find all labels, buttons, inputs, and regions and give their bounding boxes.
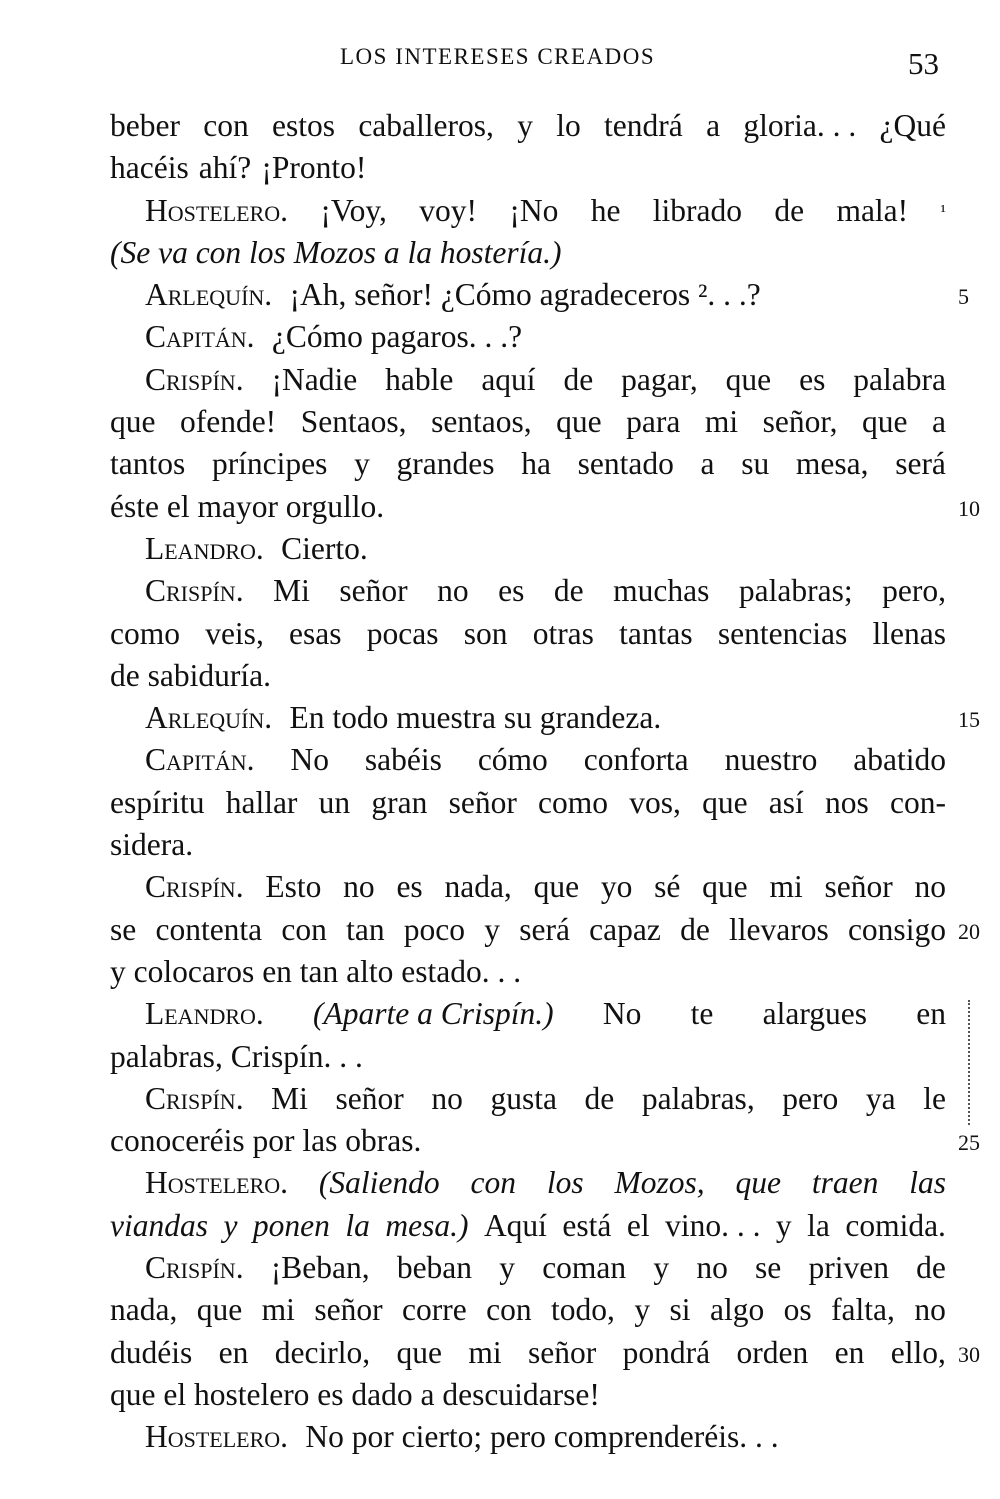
text-line <box>110 655 946 697</box>
word: ha <box>521 446 551 482</box>
word: ponen <box>252 1207 330 1243</box>
word: priven <box>808 1250 889 1286</box>
line-number: 30 <box>958 1341 980 1367</box>
word: ¡Ah, señor! ¿Cómo agradeceros ². . .? <box>289 277 761 313</box>
word: nos <box>825 784 869 820</box>
text-line <box>110 443 946 485</box>
word: mesa, <box>795 446 869 482</box>
word: pero <box>782 1080 839 1116</box>
text-line <box>110 232 946 274</box>
word: ahí? <box>198 150 252 186</box>
word: las <box>909 1165 946 1201</box>
word: os <box>783 1292 812 1328</box>
text-line <box>110 528 946 570</box>
word: te <box>690 996 714 1032</box>
word: ¡No <box>509 192 559 228</box>
text-line <box>110 401 946 443</box>
word: a <box>706 108 721 143</box>
text-line <box>110 1036 946 1078</box>
speaker-name: Leandro. <box>145 530 264 566</box>
running-title: LOS INTERESES CREADOS <box>340 44 656 69</box>
word: en <box>916 996 946 1032</box>
word: llevaros <box>729 911 829 947</box>
word: nada, <box>110 1292 178 1328</box>
word: el <box>626 1207 650 1243</box>
word: hable <box>385 361 454 397</box>
word: será <box>519 911 570 947</box>
word: gran <box>371 784 428 820</box>
word: que <box>861 404 908 440</box>
word: será <box>895 446 946 482</box>
speaker-name: Leandro. <box>145 996 264 1032</box>
text-line <box>110 951 946 993</box>
word: pondrá <box>622 1334 711 1370</box>
word: en <box>218 1334 249 1370</box>
line-number: 25 <box>958 1130 980 1156</box>
word: es <box>498 573 525 609</box>
text-line <box>110 1120 946 1162</box>
word: grandes <box>396 446 495 482</box>
word: que <box>702 869 748 905</box>
word: de <box>916 1250 946 1286</box>
word: y <box>354 446 370 482</box>
speaker-name: Arlequín. <box>145 700 273 736</box>
word: capaz <box>589 911 661 947</box>
word: ya <box>865 1080 896 1116</box>
text-line <box>110 697 946 739</box>
word: le <box>923 1080 946 1116</box>
word: como <box>538 784 609 820</box>
word: y <box>775 1207 792 1243</box>
speaker-name: Capitán. <box>145 742 255 778</box>
text-line <box>110 1374 946 1416</box>
word: de <box>563 361 594 397</box>
word: comida. <box>845 1207 946 1243</box>
word: sé <box>654 869 681 905</box>
word: son <box>463 615 508 651</box>
word: ¡Nadie <box>271 361 358 397</box>
word: contenta <box>155 911 263 947</box>
text-line <box>110 147 946 189</box>
word: de <box>584 1080 615 1116</box>
word: de <box>680 911 710 947</box>
speaker-name: Crispín. <box>145 1250 244 1286</box>
word: con- <box>890 784 946 820</box>
text-line <box>110 739 946 781</box>
text-line <box>110 1205 946 1247</box>
word: decirlo, <box>274 1334 371 1370</box>
word: no <box>437 573 469 609</box>
word: vino. . . <box>665 1207 761 1243</box>
word: se <box>110 911 137 947</box>
word: con <box>203 108 249 143</box>
word: ¡Voy, <box>320 192 387 228</box>
word: esas <box>289 615 342 651</box>
text-line <box>110 1247 946 1289</box>
word: que <box>396 1334 442 1370</box>
text-line <box>110 1162 946 1204</box>
word: que el hostelero es dado a descuidarse! <box>110 1376 600 1412</box>
word: es <box>396 869 423 905</box>
word: beber <box>110 108 180 143</box>
word: sidera. <box>110 827 194 863</box>
text-line <box>110 909 946 951</box>
word: a <box>931 404 946 440</box>
word: orden <box>736 1334 809 1370</box>
word: conforta <box>583 742 689 778</box>
word: no <box>343 869 375 905</box>
line-number: 20 <box>958 918 980 944</box>
word: para <box>626 404 681 440</box>
word: falta, <box>831 1292 895 1328</box>
word: tendrá <box>604 108 683 143</box>
word: no <box>914 869 946 905</box>
word: de <box>774 192 805 228</box>
word: que <box>735 1165 781 1201</box>
word: los <box>546 1165 584 1201</box>
word: que <box>533 869 580 905</box>
word: (Se va con los Mozos a la hostería.) <box>110 234 562 270</box>
word: lo <box>556 108 581 143</box>
word: si <box>669 1292 691 1328</box>
word: Aquí <box>483 1207 547 1243</box>
word: pero, <box>882 573 946 609</box>
word: viandas <box>110 1207 208 1243</box>
speaker-name: Crispín. <box>145 1080 244 1116</box>
word: Mozos, <box>614 1165 705 1201</box>
word: que <box>702 784 748 820</box>
word: estos <box>272 108 336 143</box>
word: No <box>602 996 642 1032</box>
word: (Saliendo <box>318 1165 440 1201</box>
word: tan <box>346 911 385 947</box>
word: la <box>345 1207 370 1243</box>
word: sentencias <box>717 615 848 651</box>
word: es <box>799 361 826 397</box>
word: y <box>517 108 533 143</box>
text-line <box>110 1416 946 1458</box>
word: señor <box>335 1080 404 1116</box>
word: consigo <box>847 911 946 947</box>
word: así <box>768 784 804 820</box>
text-line <box>110 1289 946 1331</box>
word: palabras, <box>641 1080 755 1116</box>
word: mi <box>704 404 739 440</box>
word: No por cierto; pero comprenderéis. . . <box>305 1419 779 1455</box>
word: No <box>290 742 329 778</box>
word: vos, <box>629 784 681 820</box>
word: a <box>700 446 715 482</box>
word: sentaos, <box>431 404 532 440</box>
text-line <box>110 824 946 866</box>
word: nuestro <box>724 742 818 778</box>
word: yo <box>600 869 633 905</box>
text-line <box>110 316 946 358</box>
word: y <box>634 1292 651 1328</box>
word: y <box>653 1250 670 1286</box>
text-line <box>110 1078 946 1120</box>
word: sabéis <box>364 742 442 778</box>
word: palabra <box>853 361 946 397</box>
word: voy! <box>419 192 478 228</box>
word: he <box>590 192 621 228</box>
word: abatido <box>853 742 946 778</box>
word: no <box>914 1292 946 1328</box>
text-line <box>110 570 946 612</box>
speaker-name: Crispín. <box>145 869 244 905</box>
word: ofende! <box>179 404 277 440</box>
word: ¡Beban, <box>270 1250 370 1286</box>
word: mi <box>769 869 803 905</box>
word: ello, <box>890 1334 946 1370</box>
word: Cierto. <box>281 530 368 566</box>
speaker-name: Arlequín. <box>145 277 273 313</box>
text-line <box>110 486 946 528</box>
word: pagar, <box>621 361 698 397</box>
word: muchas <box>613 573 710 609</box>
text-line <box>110 993 946 1035</box>
word: de <box>553 573 584 609</box>
word: cómo <box>477 742 548 778</box>
word: y <box>499 1250 515 1286</box>
word: espíritu <box>110 784 205 820</box>
word: coman <box>542 1250 627 1286</box>
word: dudéis <box>110 1334 193 1370</box>
word: conoceréis por las obras. <box>110 1123 422 1159</box>
word: señor <box>339 573 408 609</box>
word: En todo muestra su grandeza. <box>289 700 662 736</box>
word: como <box>110 615 180 651</box>
word: nada, <box>444 869 512 905</box>
word: ¹ <box>940 200 946 221</box>
word: no <box>696 1250 728 1286</box>
word: librado <box>652 192 743 228</box>
margin-mark <box>968 1000 971 1125</box>
word: que <box>196 1292 243 1328</box>
word: en <box>834 1334 865 1370</box>
word: traen <box>811 1165 879 1201</box>
word: mala! <box>836 192 909 228</box>
word: con <box>486 1292 532 1328</box>
line-number: 5 <box>958 284 969 310</box>
word: poco <box>403 911 466 947</box>
word: príncipes <box>211 446 328 482</box>
speaker-name: Capitán. <box>145 319 255 355</box>
text-line <box>110 866 946 908</box>
word: un <box>318 784 351 820</box>
word: señor <box>824 869 893 905</box>
word: con <box>470 1165 516 1201</box>
word: mi <box>468 1334 502 1370</box>
speaker-name: Crispín. <box>145 573 244 609</box>
word: no <box>431 1080 463 1116</box>
line-number: 10 <box>958 495 980 521</box>
word: sentado <box>577 446 674 482</box>
word: con <box>281 911 327 947</box>
word: mi <box>261 1292 295 1328</box>
word: señor, <box>762 404 838 440</box>
word: gusta <box>490 1080 557 1116</box>
word: alargues <box>762 996 868 1032</box>
word: Mi <box>271 1080 308 1116</box>
word: que <box>556 404 602 440</box>
word: ¿Cómo pagaros. . .? <box>271 319 523 355</box>
word: corre <box>402 1292 467 1328</box>
word: la <box>807 1207 830 1243</box>
word: caballeros, <box>358 108 494 143</box>
word: algo <box>709 1292 765 1328</box>
word: beban <box>396 1250 473 1286</box>
word: que <box>725 361 772 397</box>
word: Esto <box>265 869 322 905</box>
word: gloria. . . <box>743 108 857 143</box>
word: señor <box>314 1292 383 1328</box>
word: y <box>223 1207 238 1243</box>
word: palabras, Crispín. . . <box>110 1038 363 1074</box>
speaker-name: Hostelero. <box>145 1165 289 1201</box>
text-line <box>110 613 946 655</box>
word: ¡Pronto! <box>261 150 367 186</box>
word: mesa.) <box>385 1207 469 1243</box>
word: ¿Qué <box>879 108 946 143</box>
text-line <box>110 782 946 824</box>
word: está <box>562 1207 612 1243</box>
word: aquí <box>481 361 536 397</box>
word: señor <box>448 784 517 820</box>
word: veis, <box>205 615 264 651</box>
play-text <box>110 105 946 1459</box>
page-number: 53 <box>908 46 939 81</box>
word: su <box>741 446 770 482</box>
word: de sabiduría. <box>110 657 271 693</box>
word: y <box>484 911 500 947</box>
word: Mi <box>273 573 310 609</box>
word: éste el mayor orgullo. <box>110 488 385 524</box>
text-line <box>110 105 946 147</box>
speaker-name: Crispín. <box>145 361 244 397</box>
speaker-name: Hostelero. <box>145 192 289 228</box>
word: todo, <box>551 1292 615 1328</box>
word: otras <box>532 615 594 651</box>
speaker-name: Hostelero. <box>145 1419 289 1455</box>
line-number: 15 <box>958 707 980 733</box>
word: señor <box>528 1334 597 1370</box>
word: se <box>755 1250 782 1286</box>
word: pocas <box>366 615 439 651</box>
word: palabras; <box>738 573 853 609</box>
text-line <box>110 190 946 232</box>
word: llenas <box>872 615 946 651</box>
word: y colocaros en tan alto estado. . . <box>110 953 522 989</box>
word: hacéis <box>110 150 189 186</box>
text-line <box>110 1332 946 1374</box>
word: que <box>110 404 156 440</box>
word: hallar <box>225 784 298 820</box>
word: (Aparte a Crispín.) <box>313 996 554 1032</box>
word: tantos <box>110 446 186 482</box>
word: Sentaos, <box>300 404 407 440</box>
text-line <box>110 359 946 401</box>
word: tantas <box>619 615 693 651</box>
text-line <box>110 274 946 316</box>
